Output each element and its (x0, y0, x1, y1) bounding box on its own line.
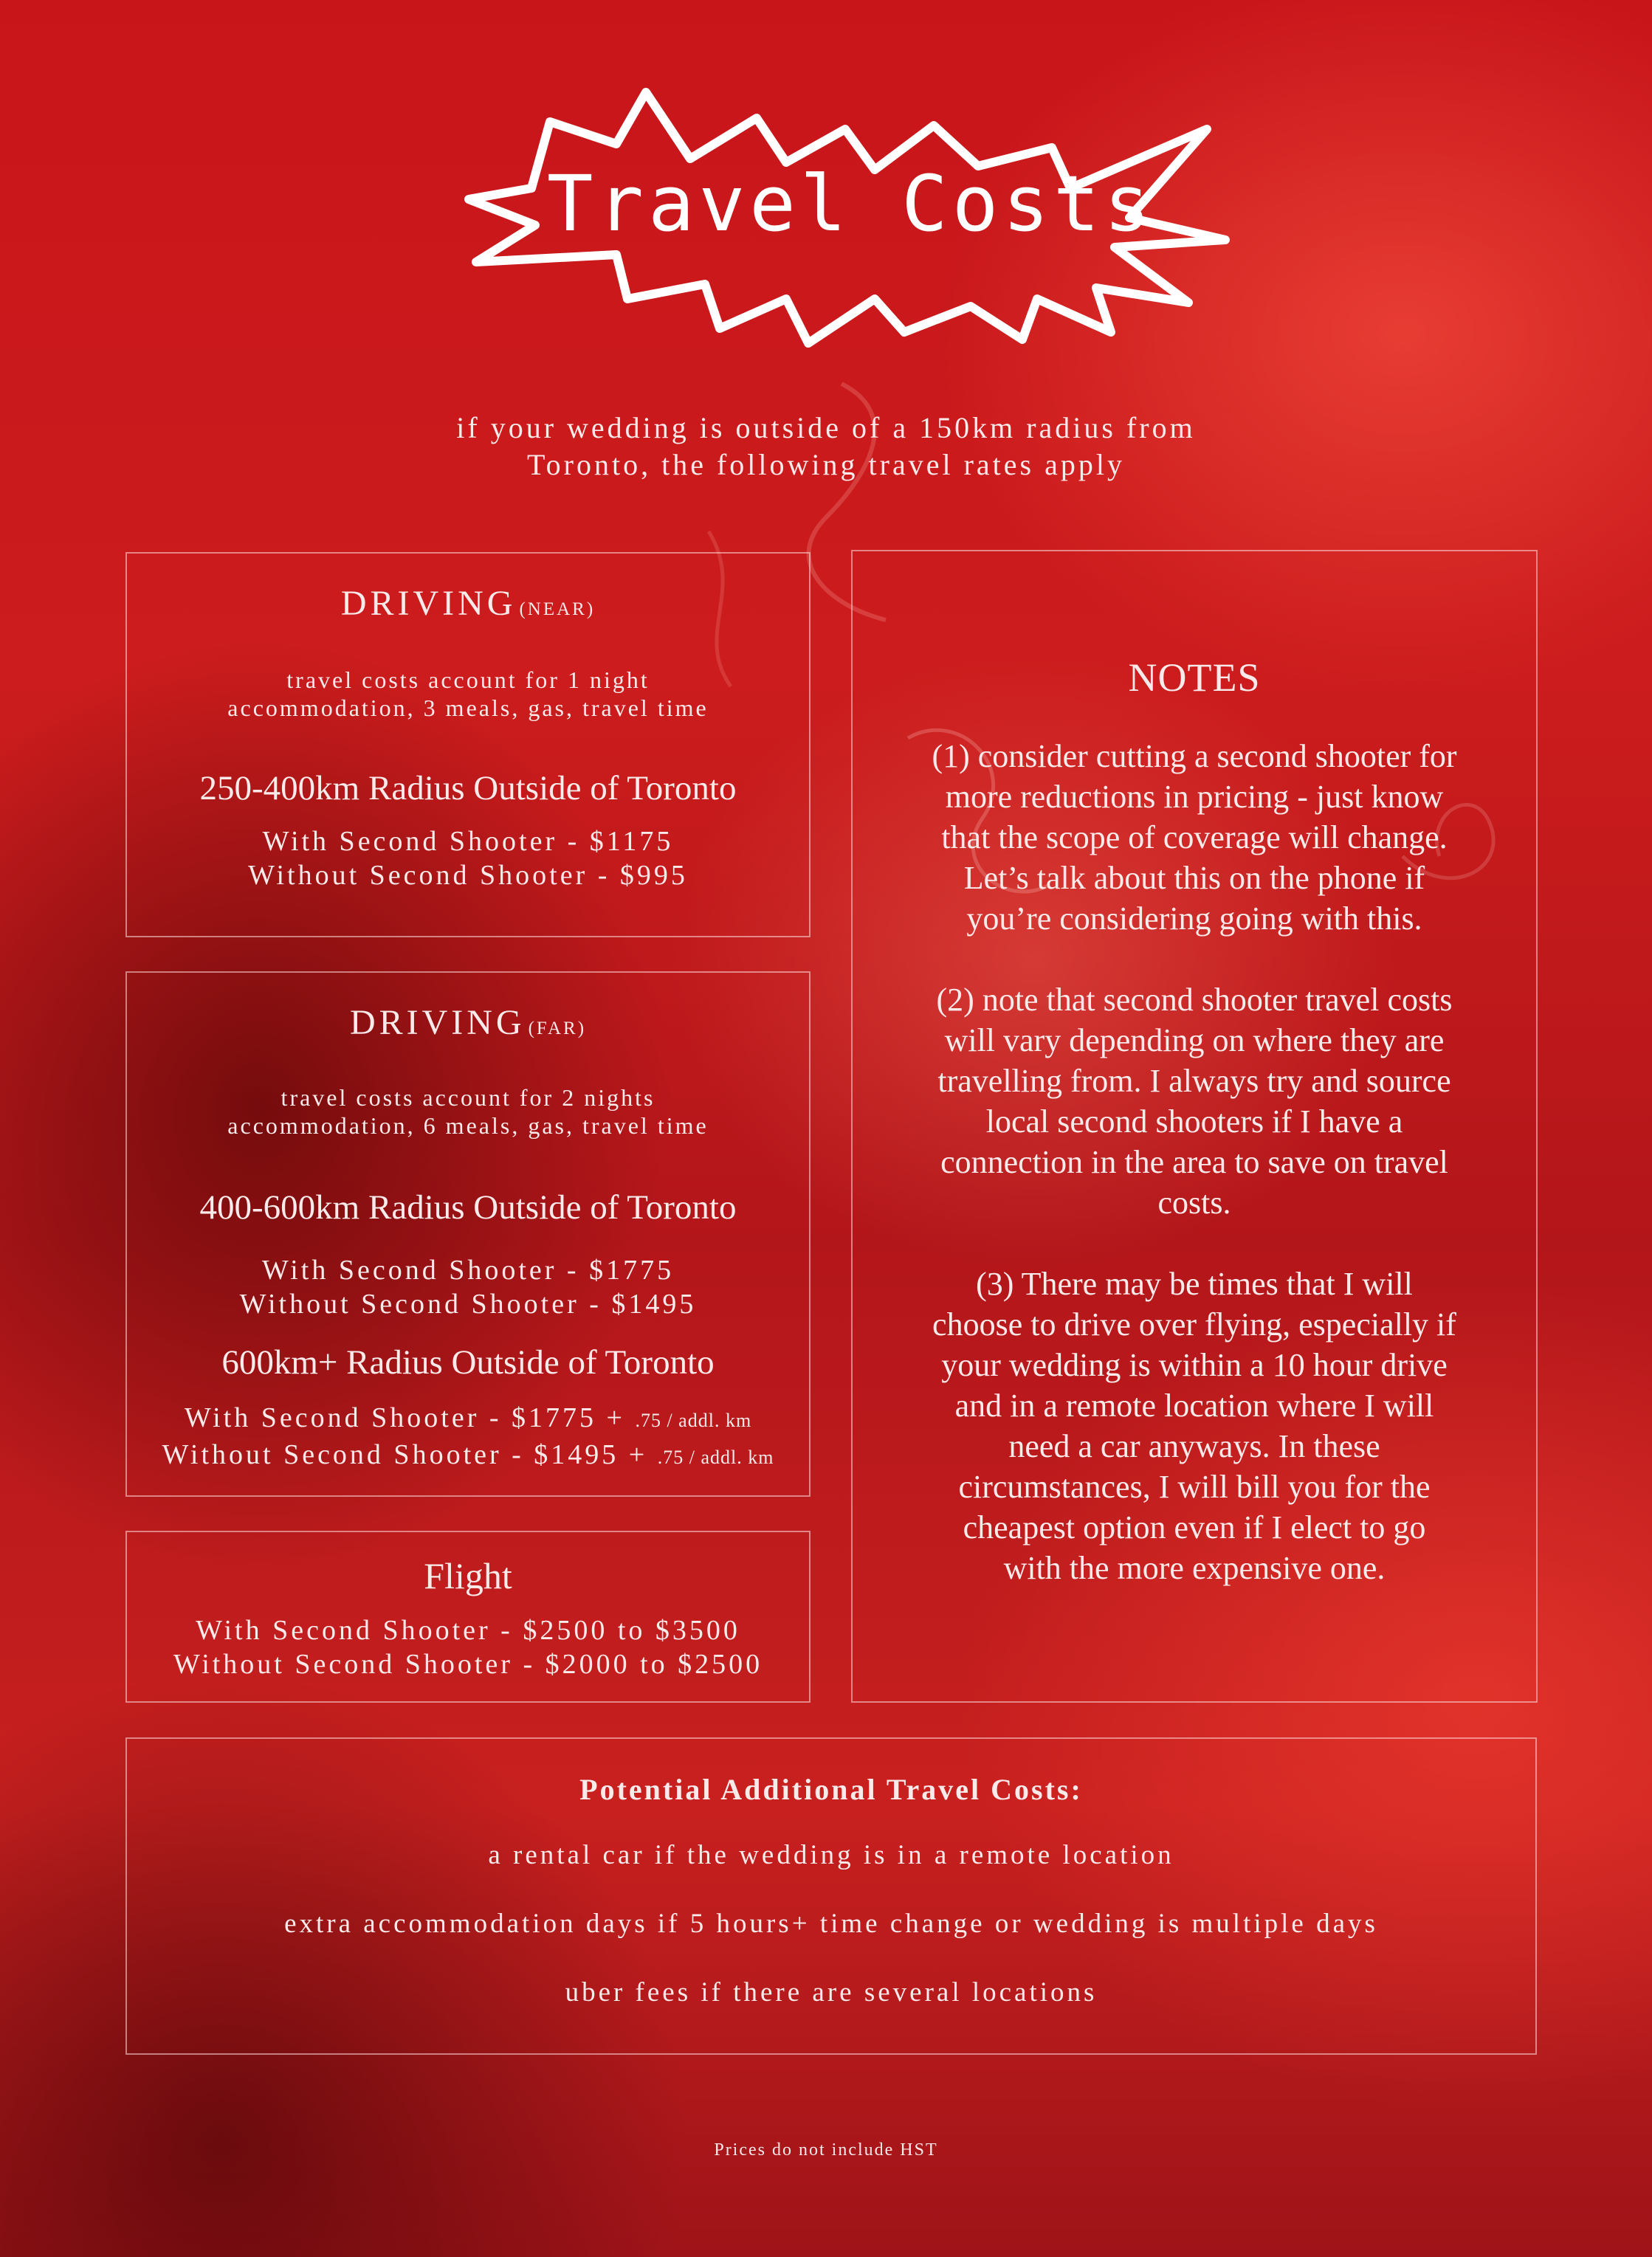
additional-cost-item: extra accommodation days if 5 hours+ time change or wedding is multiple days (284, 1909, 1378, 1939)
flight-prices: With Second Shooter - $2500 to $3500 Without Second Shooter - $2000 to $2500 (173, 1615, 763, 1680)
driving-far-radius-2: 600km+ Radius Outside of Toronto (221, 1343, 715, 1382)
driving-far-radius-1-prices: With Second Shooter - $1775 Without Second Shooter - $1495 (239, 1255, 697, 1320)
notes-card (851, 550, 1538, 1703)
driving-near-card (125, 552, 810, 937)
additional-cost-item: uber fees if there are several locations (565, 1977, 1098, 2008)
driving-far-card (125, 971, 810, 1497)
driving-far-radius-2-prices: With Second Shooter - $1775 + .75 / addl. km Without Second Shooter - $1495 + .75 / addl. km (162, 1402, 774, 1470)
footer-note: Prices do not include HST (714, 2140, 938, 2160)
flight-card (125, 1531, 810, 1703)
driving-far-radius-1: 400-600km Radius Outside of Toronto (199, 1188, 737, 1227)
flight-heading: Flight (424, 1555, 512, 1596)
note-1: (1) consider cutting a second shooter for more reductions in pricing - just know that the scope of coverage will change. Let’s talk about this on the phone if you’re considering going with this. (932, 738, 1457, 937)
driving-far-heading: DRIVING (FAR) (349, 1003, 587, 1042)
driving-near-heading: DRIVING (NEAR) (340, 584, 596, 623)
driving-near-radius: 250-400km Radius Outside of Toronto (199, 769, 737, 807)
note-2: (2) note that second shooter travel costs will vary depending on where they are travelling from. I always try and source local second shooters if I have a connection in the area to save on travel costs. (936, 982, 1453, 1221)
additional-costs-card (125, 1737, 1537, 2055)
intro-text: if your wedding is outside of a 150km radius from Toronto, the following travel rates apply (456, 411, 1196, 481)
driving-near-description: travel costs account for 1 night accommodation, 3 meals, gas, travel time (227, 666, 709, 721)
page-title: Travel Costs (546, 159, 1155, 249)
notes-heading: NOTES (1128, 655, 1261, 700)
additional-costs-heading: Potential Additional Travel Costs: (579, 1773, 1083, 1806)
note-3: (3) There may be times that I will choose to drive over flying, especially if your wedding is within a 10 hour drive and in a remote location where I will need a car anyways. In these circumstances, I will bill you for the cheapest option even if I elect to go with the more expensive one. (932, 1266, 1456, 1586)
driving-far-description: travel costs account for 2 nights accommodation, 6 meals, gas, travel time (227, 1084, 709, 1139)
additional-cost-item: a rental car if the wedding is in a remote location (488, 1840, 1174, 1870)
driving-near-prices: With Second Shooter - $1175 Without Second Shooter - $995 (248, 826, 688, 891)
